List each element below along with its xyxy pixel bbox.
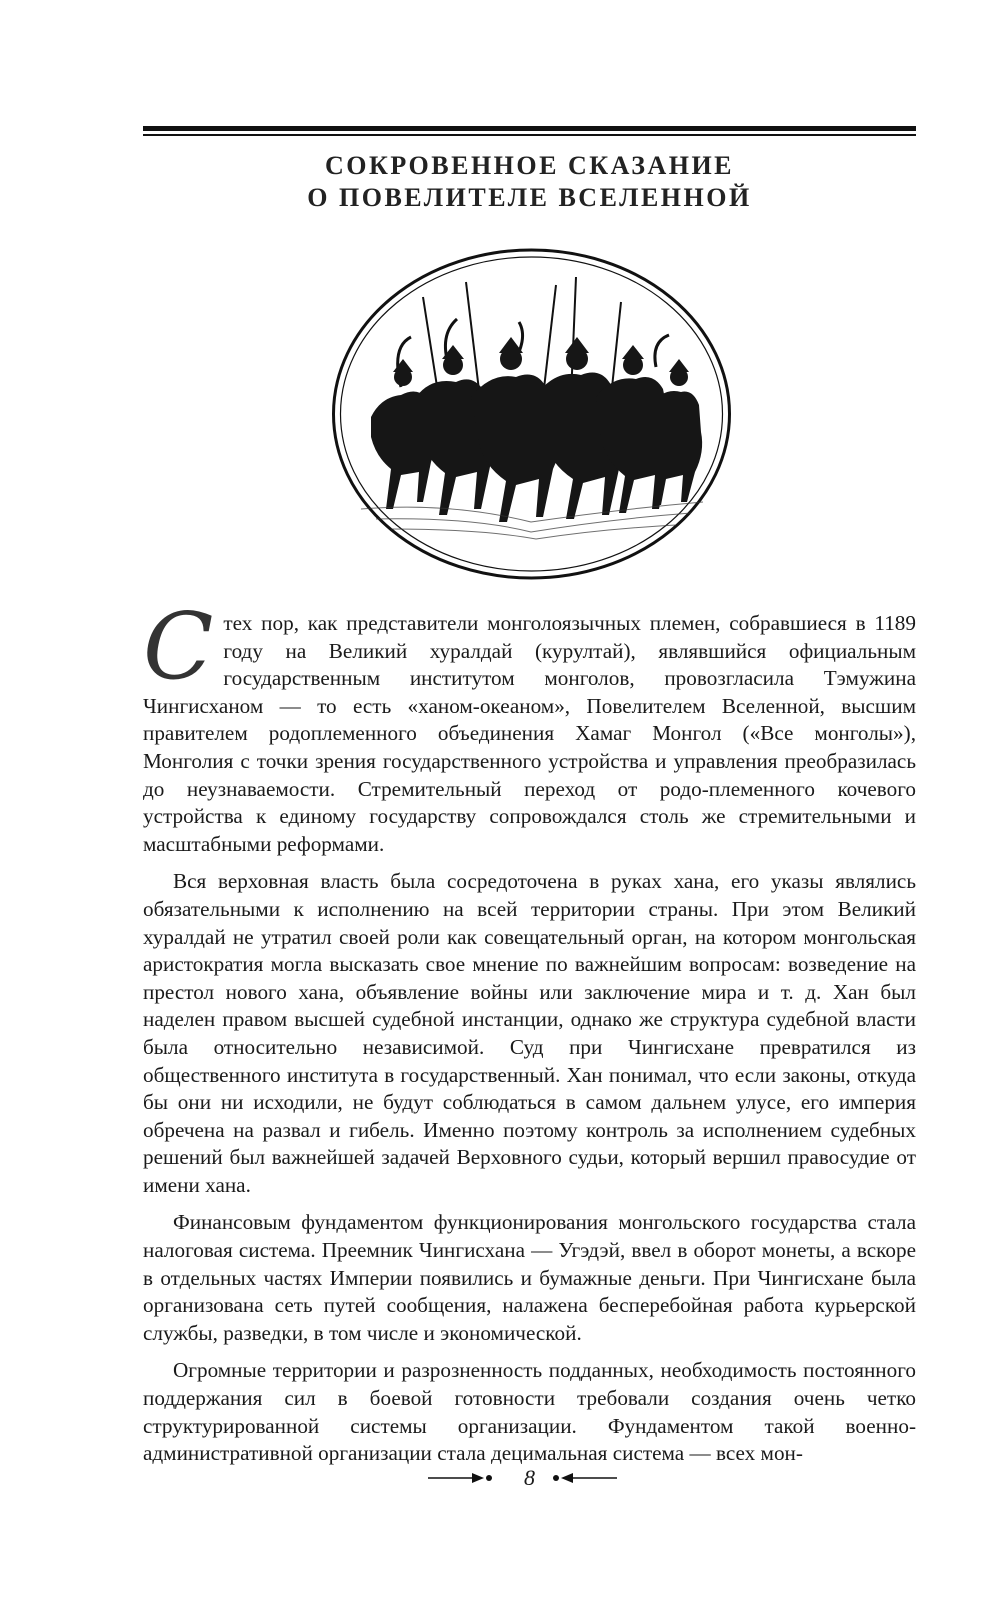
- chapter-title-line-1: СОКРОВЕННОЕ СКАЗАНИЕ: [324, 151, 735, 180]
- paragraph-4: Огромные территории и разрозненность подданных, необходимость постоянного поддержания сил в боевой готовности требовали создания очень четко структурированной системы организации. Фундаментом такой военно-административной организации стала децимальная система — всех мон-: [143, 1358, 916, 1466]
- ornament-right-icon: [551, 1471, 617, 1485]
- paragraph-1-text: тех пор, как представители монголоязычных племен, собравшиеся в 1189 году на Великий хуралдай (курултай), являвшийся официальным государственным институтом монголов, провозгласила Тэмужина Чингисханом — то есть «ханом-океаном», Повелителем Вселенной, высшим правителем родоплеменного объединения Хамаг Монгол («Все монголы»), Монголия с точки зрения государственного устройства и управления преобразилась до неузнаваемости. Стремительный переход от родо-племенного кочевого устройства к единому государству сопровождался столь же стремительными и масштабными реформами.: [143, 611, 916, 856]
- drop-cap: С: [143, 593, 214, 700]
- page-number: 8: [524, 1465, 535, 1490]
- header-rule-thin: [143, 134, 916, 136]
- page-footer: [143, 1461, 916, 1501]
- header-rule-thick: [143, 126, 916, 131]
- chapter-title-line-2: О ПОВЕЛИТЕЛЕ ВСЕЛЕННОЙ: [307, 183, 752, 212]
- paragraph-3: Финансовым фундаментом функционирования монгольского государства стала налоговая система. Преемник Чингисхана — Угэдэй, ввел в оборот монеты, а вскоре в отдельных частях Империи появились и бумажные деньги. При Чингисхане была организована сеть путей сообщения, налажена бесперебойная работа курьерской службы, разведки, в том числе и экономической.: [143, 1210, 916, 1345]
- paragraph-2: Вся верховная власть была сосредоточена в руках хана, его указы являлись обязательными к исполнению на всей территории страны. При этом Великий хуралдай не утратил своей роли как совещательный орган, на котором монгольская аристократия могла высказать свое мнение по важнейшим вопросам: возведение на престол нового хана, объявление войны или заключение мира и т. д. Хан был наделен правом высшей судебной инстанции, однако же структура судебной власти была относительно независимой. Суд при Чингисхане превратился из общественного института в государственный. Хан понимал, что если законы, откуда бы они ни исходили, не будут соблюдаться в самом дальнем улусе, его империя обречена на развал и гибель. Именно поэтому контроль за исполнением судебных решений был важнейшей задачей Верховного судьи, который вершил правосудие от имени хана.: [143, 869, 916, 1197]
- body-text: [143, 593, 916, 1478]
- mounted-warriors-icon: [331, 247, 732, 581]
- paragraph-1: [143, 593, 916, 858]
- warriors-illustration: [331, 247, 732, 581]
- chapter-title: [143, 150, 916, 214]
